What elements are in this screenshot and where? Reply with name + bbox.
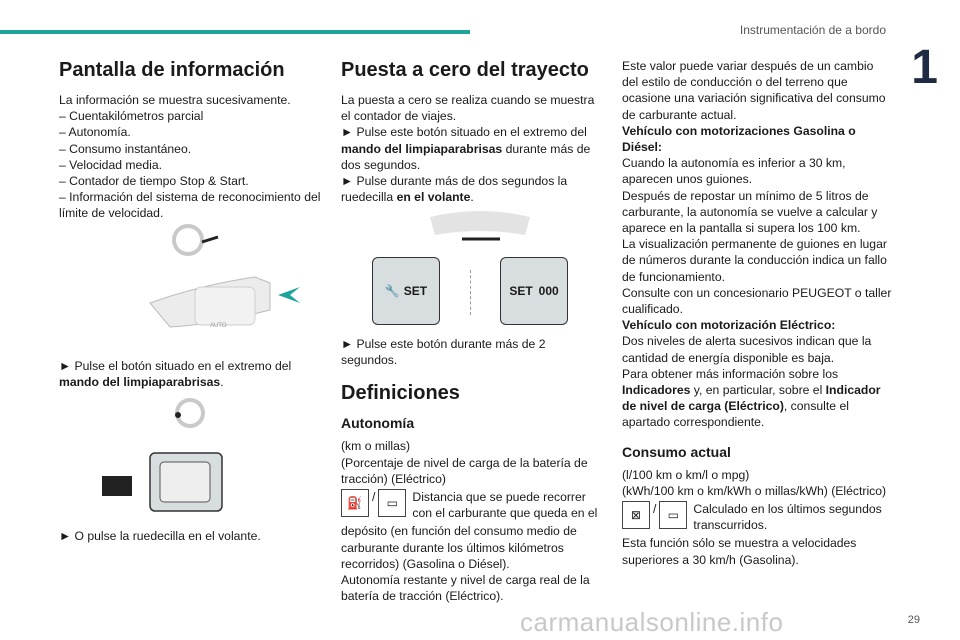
list-item: – Velocidad media. (59, 157, 162, 172)
bold-term: en el volante (396, 190, 471, 205)
bold-term: mando del limpiaparabrisas (341, 141, 503, 156)
left-step2: ► O pulse la ruedecilla en el volante. (59, 529, 261, 543)
definitions-title: Definiciones (341, 382, 460, 405)
wiper-stalk-illustration (140, 215, 310, 345)
elec-title: Vehículo con motorización Eléctrico: (622, 318, 836, 333)
list-item: – Autonomía. (59, 125, 131, 140)
middle-column: Puesta a cero del trayecto La puesta a cero se realiza cuando se muestra el contador de viajes. ► Pulse este botón situado en el extremo del mando del limpiaparabrisas durante más de dos segundos. ► Pulse durante más de dos segundos la ruedecilla en el volante. (341, 58, 605, 205)
middle-step3: ► Pulse este botón durante más de 2 segundos. (341, 337, 546, 368)
left-intro: La información se muestra sucesivamente. (59, 93, 291, 107)
svg-text:AUTO: AUTO (210, 323, 227, 329)
middle-title: Puesta a cero del trayecto (341, 59, 589, 81)
chapter-number: 1 (911, 41, 938, 94)
battery-icon: ▭ (659, 501, 687, 529)
left-column (59, 58, 327, 222)
consumo-title: Consumo actual (622, 443, 731, 460)
wrench-icon: 🔧 (384, 284, 400, 298)
page-number: 29 (907, 614, 920, 626)
instrument-cluster-illustration (420, 205, 540, 245)
watermark: carmanualsonline.info (520, 607, 784, 637)
middle-intro: La puesta a cero se realiza cuando se muestra el contador de viajes. (341, 93, 595, 124)
left-title: Pantalla de información (59, 59, 285, 81)
battery-icon: ▭ (378, 489, 406, 517)
header-accent-bar (0, 30, 470, 34)
set-button: 🔧 SET (372, 257, 440, 325)
set-display: SET 000 (500, 257, 568, 325)
right-column: Este valor puede variar después de un cambio del estilo de conducción o del terreno que ocasione una variación significativa del consumo de carburante actual. Vehículo con motorizaciones Gasolina o Diésel: Cuando la autonomía es inferior a 30 km, aparecen unos guiones. Después de repostar un mínimo de 5 litros de carburante, la autonomía se vuelve a calcular y aparece en la pantalla si supera los 100 km. La visualización permanente de guiones en lugar de números durante la conducción indica un fallo de funcionamiento. Consulte con un concesionario PEUGEOT o taller cualificado. Vehículo con motorización Eléctrico: Dos niveles de alerta sucesivos indican que la cantidad de energía disponible es baja. Para obtener más información sobre los Indicadores y, en particular, sobre el Indicador de nivel de carga (Eléctrico), consulte el apartado correspondiente. Consumo actual (l/100 km o km/l o mpg) (kWh/100 km o km/kWh o millas/kWh) (Eléctrico) ⊠ / ▭ Calculado en los últimos segundos transcurridos. Esta función sólo se muestra a velocidades superiores a 30 km/h (Gasolina). (622, 59, 892, 567)
steering-wheel-illustration (100, 398, 240, 518)
left-step1: ► Pulse el botón situado en el extremo del mando del limpiaparabrisas. (59, 359, 292, 390)
bold-term: mando del limpiaparabrisas (59, 375, 221, 390)
list-item: – Contador de tiempo Stop & Start. (59, 174, 249, 189)
fuel-gauge-icon: ⊠ (622, 501, 650, 529)
consumo-icon-row: ⊠ / ▭ Calculado en los últimos segundos transcurridos. (622, 501, 892, 533)
list-item: – Información del sistema de reconocimiento del límite de velocidad. (59, 190, 321, 221)
list-item: – Cuentakilómetros parcial (59, 109, 204, 124)
divider (470, 270, 471, 315)
middle-col-lower: ► Pulse este botón durante más de 2 segundos. Definiciones Autonomía (km o millas) (Porcentaje de nivel de carga de la batería de tracción) (Eléctrico) ⛽ / ▭ Distancia que se puede recorrer con el carburante que queda en el depósito (en función del consumo medio de carburante durante los últimos kilómetros recorridos) (Gasolina o Diésel). Autonomía restante y nivel de carga real de la batería de tracción (Eléctrico). (341, 336, 605, 604)
list-item: – Consumo instantáneo. (59, 141, 192, 156)
fuel-pump-icon: ⛽ (341, 489, 369, 517)
gas-title: Vehículo con motorizaciones Gasolina o Diésel: (622, 123, 856, 155)
autonomia-icon-row: ⛽ / ▭ Distancia que se puede recorrer con el carburante que queda en el (341, 489, 605, 521)
autonomia-title: Autonomía (341, 415, 415, 432)
section-title: Instrumentación de a bordo (739, 23, 886, 37)
